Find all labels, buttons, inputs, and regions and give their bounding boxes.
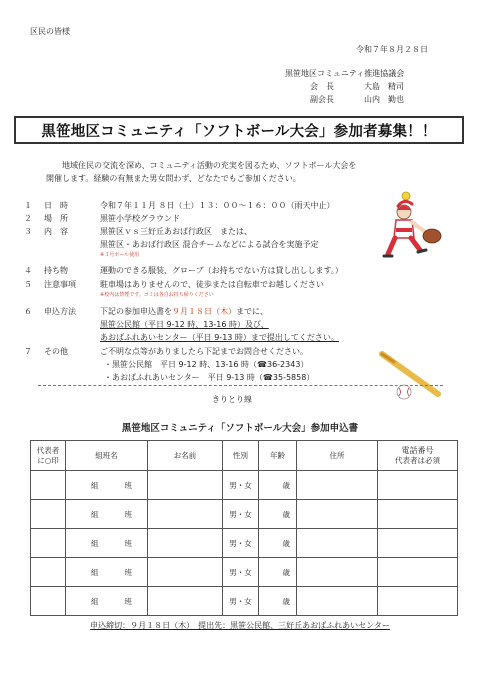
header-name: お名前 [148,441,223,471]
age-cell[interactable]: 歳 [259,558,297,587]
item-6-number: ６ [24,307,32,316]
header-rep: 代表者に○印 [31,441,66,471]
phone-cell[interactable] [378,529,458,558]
cut-line-label: きりとり線 [212,395,252,404]
item-6-line-2: 黒笹公民館（平日 9-12 時、13-16 時）及び、 [100,320,269,329]
item-1-number: １ [24,201,32,210]
gender-cell[interactable]: 男・女 [223,558,259,587]
rep-mark-cell[interactable] [31,471,66,500]
header-phone [378,441,458,471]
gender-cell[interactable]: 男・女 [223,529,259,558]
item-7-value-1: ご不明な点等がありましたら下記までお問合せください。 [100,347,308,356]
name-cell[interactable] [148,529,223,558]
group-cell[interactable]: 組 班 [66,558,148,587]
header-age: 年齢 [259,441,297,471]
item-2-number: ２ [24,214,32,223]
form-row [31,471,458,500]
item-4-value: 運動のできる服装、グローブ（お持ちでない方は貸し出しします。） [100,266,343,275]
item-3-value-1: 黒笹区ｖｓ三好丘あおば行政区 または、 [100,227,252,236]
item-7-label: その他 [44,347,68,356]
form-row [31,529,458,558]
item-5-note: ※校内は禁煙です。ゴミは各自お持ち帰りください [100,292,214,298]
phone-cell[interactable] [378,587,458,616]
phone-cell[interactable] [378,471,458,500]
item-6-line-1 [100,306,268,317]
item-3-number: ３ [24,227,32,236]
organization-name: 黒笹地区コミュニティ推進協議会 [285,69,405,78]
item-6-line-1-post: までに、 [236,307,268,316]
issue-date: 令和７年８月２８日 [356,45,428,54]
form-row [31,558,458,587]
item-3-label: 内 容 [44,227,68,236]
rep-mark-cell[interactable] [31,500,66,529]
vice-chair-name: 山内 勤也 [364,95,404,104]
rep-mark-cell[interactable] [31,558,66,587]
form-title: 黒笹地区コミュニティ「ソフトボール大会」参加申込書 [121,423,359,434]
deadline-highlight: ９月１８日（木） [172,307,236,316]
header-address: 住所 [297,441,378,471]
header-phone-note: 代表者は必須 [395,455,440,465]
address-cell[interactable] [297,529,378,558]
bat-and-ball-illustration [378,348,446,404]
item-2-value: 黒笹小学校グラウンド [100,214,180,223]
rep-mark-cell[interactable] [31,529,66,558]
phone-cell[interactable] [378,500,458,529]
item-1-value: 令和７年１１月 ８日（土）１３：００～１６：００（雨天中止） [100,201,335,210]
item-5-number: ５ [24,280,32,289]
vice-chair-role: 副会長 [310,95,334,104]
item-5-label: 注意事項 [44,280,76,289]
name-cell[interactable] [148,471,223,500]
chair-role: 会 長 [310,82,334,91]
form-row [31,500,458,529]
item-1-label: 日 時 [44,201,68,210]
item-6-line-3: あおばふれあいセンター（平日 9-13 時）まで提出してください。 [100,333,339,342]
item-7-value-3: ・あおばふれあいセンター 平日 9-13 時（☎35-5858） [104,373,315,382]
header-gender: 性別 [223,441,259,471]
item-7-number: ７ [24,347,32,356]
intro-line-2: 開催します。経験の有無また男女問わず、どなたでもご参加ください。 [46,174,301,183]
phone-cell[interactable] [378,558,458,587]
item-2-label: 場 所 [44,214,68,223]
age-cell[interactable]: 歳 [259,529,297,558]
group-cell[interactable]: 組 班 [66,529,148,558]
form-row [31,587,458,616]
item-4-label: 持ち物 [44,266,68,275]
name-cell[interactable] [148,500,223,529]
address-cell[interactable] [297,471,378,500]
addressee: 区民の皆様 [30,27,70,36]
gender-cell[interactable]: 男・女 [223,587,259,616]
form-header-row [31,441,458,471]
name-cell[interactable] [148,558,223,587]
footer-deadline: 申込締切：９月１８日（木） 提出先：黒笹公民館、三好丘あおばふれあいセンター [90,621,390,630]
group-cell[interactable]: 組 班 [66,471,148,500]
page-title: 黒笹地区コミュニティ「ソフトボール大会」参加者募集！！ [14,116,464,144]
age-cell[interactable]: 歳 [259,587,297,616]
item-6-label: 申込方法 [44,307,76,316]
item-3-note: ※３号ボール使用 [100,252,140,258]
group-cell[interactable]: 組 班 [66,500,148,529]
softball-player-illustration [376,184,452,262]
gender-cell[interactable]: 男・女 [223,500,259,529]
item-7-value-2: ・黒笹公民館 平日 9-12 時、13-16 時（☎36-2343） [104,360,309,369]
intro-line-1: 地域住民の交流を深め、コミュニティ活動の充実を図るため、ソフトボール大会を [62,161,357,170]
address-cell[interactable] [297,587,378,616]
address-cell[interactable] [297,500,378,529]
item-4-number: ４ [24,266,32,275]
gender-cell[interactable]: 男・女 [223,471,259,500]
item-6-line-1-pre: 下記の参加申込書を [100,307,172,316]
age-cell[interactable]: 歳 [259,471,297,500]
chair-name: 大島 精司 [364,82,404,91]
application-form-table [30,440,458,616]
cut-line [38,385,443,386]
age-cell[interactable]: 歳 [259,500,297,529]
header-phone-label: 電話番号 [401,445,434,455]
item-5-value: 駐車場はありませんので、徒歩または自転車でお越しください [100,280,324,289]
address-cell[interactable] [297,558,378,587]
header-group: 組班名 [66,441,148,471]
group-cell[interactable]: 組 班 [66,587,148,616]
item-3-value-2: 黒笹区・あおば行政区 混合チームなどによる試合を実施予定 [100,240,319,249]
rep-mark-cell[interactable] [31,587,66,616]
name-cell[interactable] [148,587,223,616]
